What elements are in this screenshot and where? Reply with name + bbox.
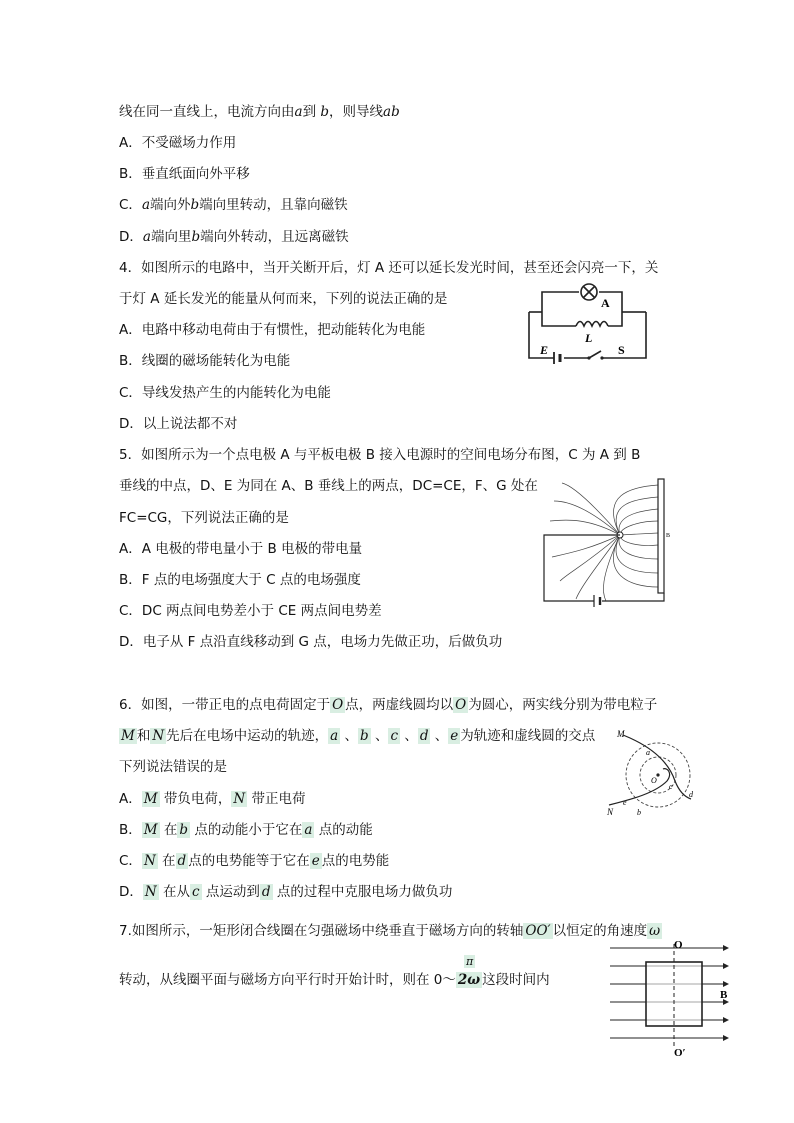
- q4-option-b: B．线圈的磁场能转化为电能: [119, 353, 291, 369]
- q4-figure-label-a: A: [601, 296, 610, 310]
- q6-figure-label-m: M: [617, 729, 625, 739]
- q4-circuit-figure: [524, 282, 654, 364]
- q6-trajectory-figure: [603, 725, 703, 820]
- q4-figure-label-s: S: [618, 343, 625, 357]
- q7-figure-label-o: O: [674, 939, 683, 951]
- q5-figure-label-b: B: [666, 533, 671, 539]
- q6-figure-label-o: O: [651, 776, 657, 785]
- q7-figure-label-b: B: [720, 989, 728, 1001]
- q6-option-d: D． N 在从 c 点运动到 d 点的过程中克服电场力做负功: [119, 884, 453, 900]
- q6-stem-line2: M 和 N 先后在电场中运动的轨迹， a 、 b 、 c 、 d 、 e 为轨迹和虚线圆的交点: [121, 728, 596, 744]
- q6-figure-label-b: b: [637, 808, 641, 817]
- q5-option-a: A．A 电极的带电量小于 B 电极的带电量: [119, 541, 363, 557]
- q5-stem-line2: 垂线的中点，D、E 为同在 A、B 垂线上的两点，DC=CE，F、G 处在: [119, 478, 538, 494]
- q5-stem-line3: FC=CG，下列说法正确的是: [119, 510, 289, 526]
- q5-option-d: D．电子从 F 点沿直线移动到 G 点，电场力先做正功，后做负功: [119, 634, 503, 650]
- q3-option-c: C．a端向外b端向里转动，且靠向磁铁: [119, 197, 348, 213]
- q7-figure-label-o-prime: O′: [674, 1047, 686, 1059]
- q7-coil-figure: [604, 932, 734, 1060]
- q6-figure-label-n: N: [607, 807, 614, 817]
- q5-stem-line1: 5．如图所示为一个点电极 A 与平板电极 B 接入电源时的空间电场分布图，C 为 A 到 B: [119, 447, 641, 463]
- q7-stem-line1: 7.如图所示，一矩形闭合线圈在匀强磁场中绕垂直于磁场方向的转轴 OO′ 以恒定的角速度 ω: [119, 923, 661, 939]
- q5-option-b: B．F 点的电场强度大于 C 点的电场强度: [119, 572, 361, 588]
- q4-option-d: D．以上说法都不对: [119, 416, 238, 432]
- q6-figure-label-a: a: [646, 748, 650, 757]
- q4-option-c: C．导线发热产生的内能转化为电能: [119, 385, 331, 401]
- q7-fraction-numerator: π: [466, 955, 474, 968]
- q4-stem-line1: 4．如图所示的电路中，当开关断开后，灯 A 还可以延长发光时间，甚至还会闪亮一下，关: [119, 260, 659, 276]
- q6-stem-line1: 6．如图，一带正电的点电荷固定于 O 点，两虚线圆均以 O 为圆心，两实线分别为带电粒子: [119, 697, 658, 713]
- q4-stem-line2: 于灯 A 延长发光的能量从何而来，下列的说法正确的是: [119, 291, 448, 307]
- q4-option-a: A．电路中移动电荷由于有惯性，把动能转化为电能: [119, 322, 426, 338]
- q3-option-a: A．不受磁场力作用: [119, 135, 237, 151]
- q6-figure-label-c: c: [669, 782, 673, 791]
- q6-figure-label-d: d: [689, 790, 693, 799]
- q3-option-d: D．a端向里b端向外转动，且远离磁铁: [119, 229, 349, 245]
- q5-option-c: C．DC 两点间电势差小于 CE 两点间电势差: [119, 603, 382, 619]
- q4-figure-label-e: E: [540, 343, 549, 357]
- q6-stem-line3: 下列说法错误的是: [119, 759, 227, 775]
- q6-option-b: B． M 在 b 点的动能小于它在 a 点的动能: [119, 822, 373, 838]
- q3-stem: 线在同一直线上，电流方向由a到 b，则导线ab: [119, 104, 400, 120]
- q5-electric-field-figure: [540, 475, 674, 607]
- q4-figure-label-l: L: [585, 331, 593, 345]
- q7-stem-line2: 转动，从线圈平面与磁场方向平行时开始计时，则在 0～ 2ω 这段时间内: [119, 972, 550, 988]
- q6-option-c: C． N 在 d 点的电势能等于它在 e 点的电势能: [119, 853, 390, 869]
- q3-option-b: B．垂直纸面向外平移: [119, 166, 250, 182]
- q6-figure-label-e: e: [623, 798, 627, 807]
- q6-option-a: A． M 带负电荷， N 带正电荷: [119, 791, 306, 807]
